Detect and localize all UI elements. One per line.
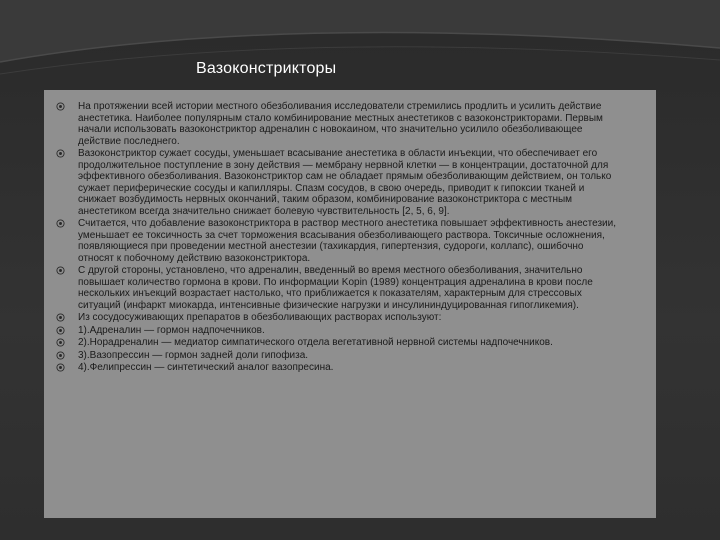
- circle-bullet-icon: [56, 326, 65, 335]
- circle-bullet-icon: [56, 219, 65, 228]
- bullet-text: 4).Фелипрессин — синтетический аналог вазопресина.: [78, 362, 334, 373]
- decorative-swoosh: [0, 0, 720, 100]
- bullet-item: [56, 312, 616, 324]
- bullet-item: [56, 362, 616, 374]
- bullet-item: [56, 148, 616, 217]
- bullet-item: [56, 350, 616, 362]
- bullet-item: [56, 337, 616, 349]
- circle-bullet-icon: [56, 266, 65, 275]
- bullet-text: 3).Вазопрессин — гормон задней доли гипофиза.: [78, 349, 309, 361]
- circle-bullet-icon: [56, 338, 65, 347]
- bullet-text: 1).Адреналин — гормон надпочечников.: [78, 324, 265, 336]
- circle-bullet-icon: [56, 351, 65, 360]
- bullet-item: [56, 325, 616, 337]
- bullet-text: 2).Норадреналин — медиатор симпатического отдела вегетативной нервной системы надпочечников.: [78, 337, 553, 348]
- bullet-text: Считается, что добавление вазоконстриктора в раствор местного анестетика повышает эффективность анестезии, уменьшает ее токсичность за счет торможения всасывания обезболивающего раствора. Токсичные осложнения, появляющиеся при проведении местной анестезии (тахикардия, гипертензия, судороги, коллапс), ошибочно относят к побочному действию вазоконстриктора.: [78, 218, 616, 264]
- bullet-item: [56, 265, 616, 311]
- circle-bullet-icon: [56, 313, 65, 322]
- slide-title: Вазоконстрикторы: [196, 60, 337, 77]
- bullet-item: [56, 101, 616, 147]
- bullet-text: Вазоконстриктор сужает сосуды, уменьшает всасывание анестетика в области инъекции, что обеспечивает его продолжительное поступление в зону действия — мембрану нервной клетки — в концентрации, достаточной для эффективного обезболивания. Вазоконстриктор сам не обладает прямым обезболивающим действием, он только сужает периферические сосуды и капилляры. Спазм сосудов, в свою очередь, приводит к гипоксии тканей и снижает возбудимость нервных окончаний, таким образом, комбинирование вазоконстриктора с местным анестетиком всегда значительно снижает болевую чувствительность [2, 5, 6, 9].: [78, 148, 612, 217]
- circle-bullet-icon: [56, 149, 65, 158]
- circle-bullet-icon: [56, 102, 65, 111]
- bullet-item: [56, 218, 616, 264]
- bullet-text: Из сосудосуживающих препаратов в обезболивающих растворах используют:: [78, 312, 442, 323]
- bullet-text: С другой стороны, установлено, что адреналин, введенный во время местного обезболивания, значительно повышает количество гормона в крови. По информации Kopin (1989) концентрация адреналина в крови после нескольких инъекций возрастает настолько, что приближается к показателям, характерным для стрессовых ситуаций (инфаркт миокарда, интенсивные физические нагрузки и инсулининдуцированная гипогликемия).: [78, 265, 593, 311]
- bullet-list: [56, 101, 616, 375]
- circle-bullet-icon: [56, 363, 65, 372]
- bullet-text: На протяжении всей истории местного обезболивания исследователи стремились продлить и усилить действие анестетика. Наиболее популярным стало комбинирование местных анестетиков с вазоконстрикторами. Первым начали использовать вазоконстриктор адреналин с новокаином, что значительно усилило обезболивающее действие последнего.: [78, 101, 603, 147]
